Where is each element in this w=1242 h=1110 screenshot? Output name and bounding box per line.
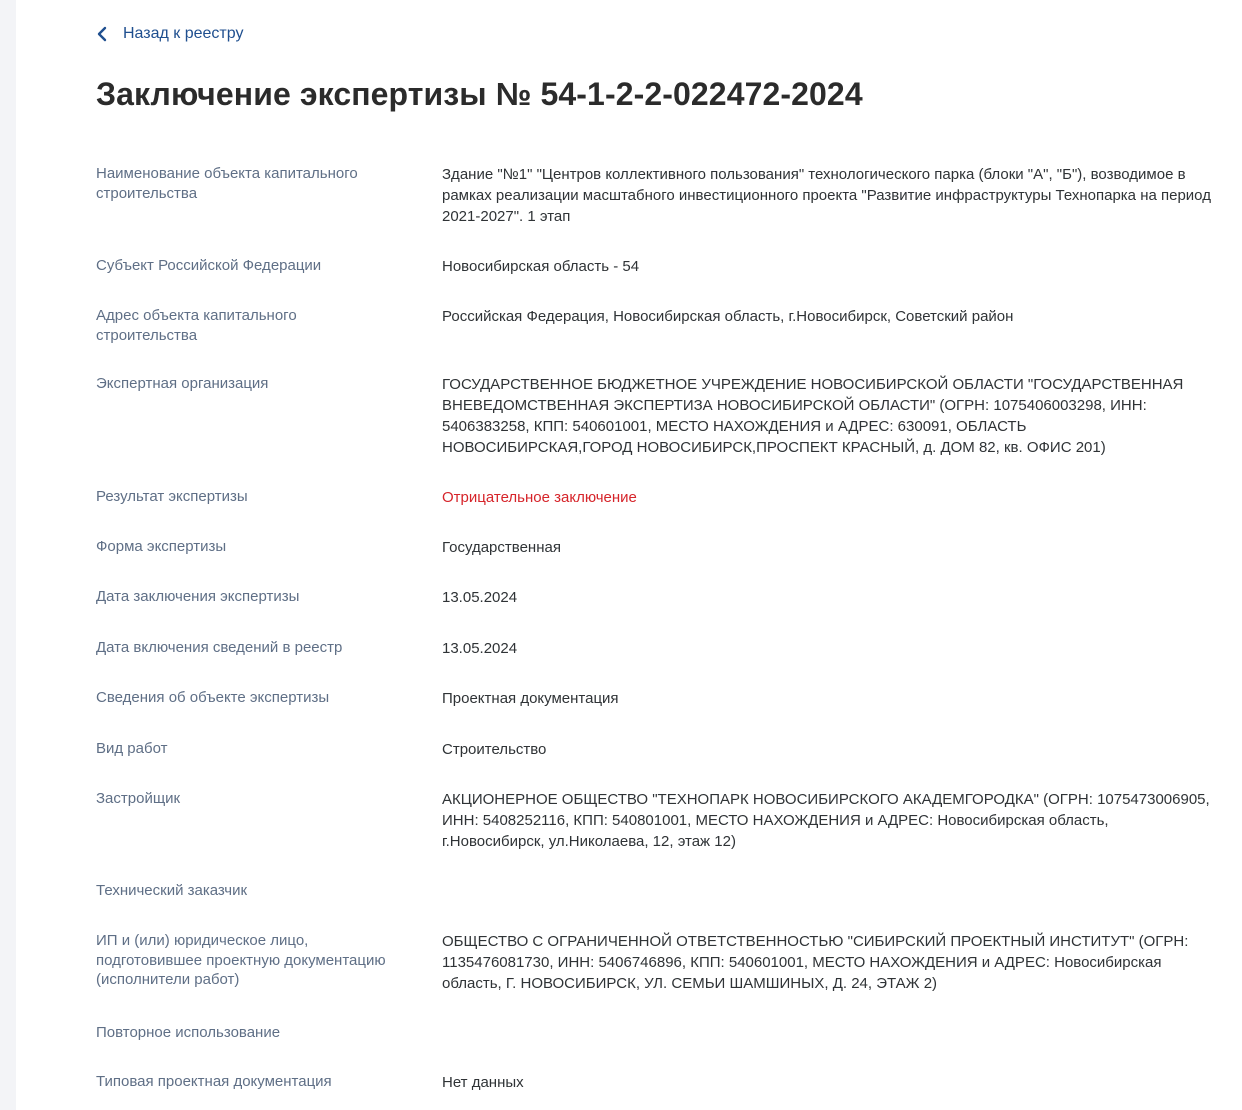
result-status-value: Отрицательное заключение (442, 489, 637, 506)
field-label: Наименование объекта капитального строительства (96, 165, 358, 202)
field-label: Типовая проектная документация (96, 1073, 332, 1090)
field-value: Российская Федерация, Новосибирская область, г.Новосибирск, Советский район (442, 308, 1014, 325)
field-value: Проектная документация (442, 690, 619, 707)
field-label: Форма экспертизы (96, 538, 227, 555)
field-label: Технический заказчик (96, 882, 248, 899)
back-to-registry-link[interactable] (97, 24, 243, 44)
page-title: Заключение экспертизы № 54-1-2-2-022472-2024 (96, 76, 863, 112)
field-label: Адрес объекта капитального строительства (96, 307, 297, 344)
back-link-label: Назад к реестру (123, 25, 244, 42)
field-label: Субъект Российской Федерации (96, 257, 322, 274)
field-value: Новосибирская область - 54 (442, 258, 640, 275)
chevron-left-icon (97, 24, 115, 44)
field-value: Здание "№1" "Центров коллективного пользования" технологического парка (блоки "А", "Б"), возводимое в рамках реализации масштабного инвестиционного проекта "Развитие инфраструктуры Технопарка на период 2021-2027". 1 этап (442, 166, 1211, 225)
field-value: 13.05.2024 (442, 640, 518, 657)
field-label: Дата заключения экспертизы (96, 588, 300, 605)
field-label: Повторное использование (96, 1024, 281, 1041)
field-value: Строительство (442, 741, 547, 758)
field-value: ГОСУДАРСТВЕННОЕ БЮДЖЕТНОЕ УЧРЕЖДЕНИЕ НОВОСИБИРСКОЙ ОБЛАСТИ "ГОСУДАРСТВЕННАЯ ВНЕВЕДОМСТВЕННАЯ ЭКСПЕРТИЗА НОВОСИБИРСКОЙ ОБЛАСТИ" (ОГРН: 1075406003298, ИНН: 5406383258, КПП: 540601001, МЕСТО НАХОЖДЕНИЯ и АДРЕС: 630091, ОБЛАСТЬ НОВОСИБИРСКАЯ,ГОРОД НОВОСИБИРСК,ПРОСПЕКТ КРАСНЫЙ, д. ДОМ 82, кв. ОФИС 201) (442, 376, 1184, 456)
field-label: Застройщик (96, 790, 181, 807)
field-label: Вид работ (96, 740, 168, 757)
field-label: Дата включения сведений в реестр (96, 639, 343, 656)
field-label: ИП и (или) юридическое лицо, подготовившее проектную документацию (исполнители работ) (96, 932, 386, 988)
field-value: 13.05.2024 (442, 589, 518, 606)
field-label: Сведения об объекте экспертизы (96, 689, 330, 706)
field-label: Экспертная организация (96, 375, 269, 392)
field-value: АКЦИОНЕРНОЕ ОБЩЕСТВО "ТЕХНОПАРК НОВОСИБИРСКОГО АКАДЕМГОРОДКА" (ОГРН: 1075473006905, ИНН: 5408252116, КПП: 540801001, МЕСТО НАХОЖДЕНИЯ и АДРЕС: Новосибирская область, г.Новосибирск, ул.Николаева, 12, этаж 12) (442, 791, 1210, 850)
field-value: ОБЩЕСТВО С ОГРАНИЧЕННОЙ ОТВЕТСТВЕННОСТЬЮ "СИБИРСКИЙ ПРОЕКТНЫЙ ИНСТИТУТ" (ОГРН: 1135476081730, ИНН: 5406746896, КПП: 540601001, МЕСТО НАХОЖДЕНИЯ и АДРЕС: Новосибирская область, Г. НОВОСИБИРСК, УЛ. СЕМЬИ ШАМШИНЫХ, Д. 24, ЭТАЖ 2) (442, 933, 1189, 992)
field-value: Государственная (442, 539, 561, 556)
field-label: Результат экспертизы (96, 488, 248, 505)
page-content (16, 0, 1242, 1110)
field-value: Нет данных (442, 1074, 524, 1091)
